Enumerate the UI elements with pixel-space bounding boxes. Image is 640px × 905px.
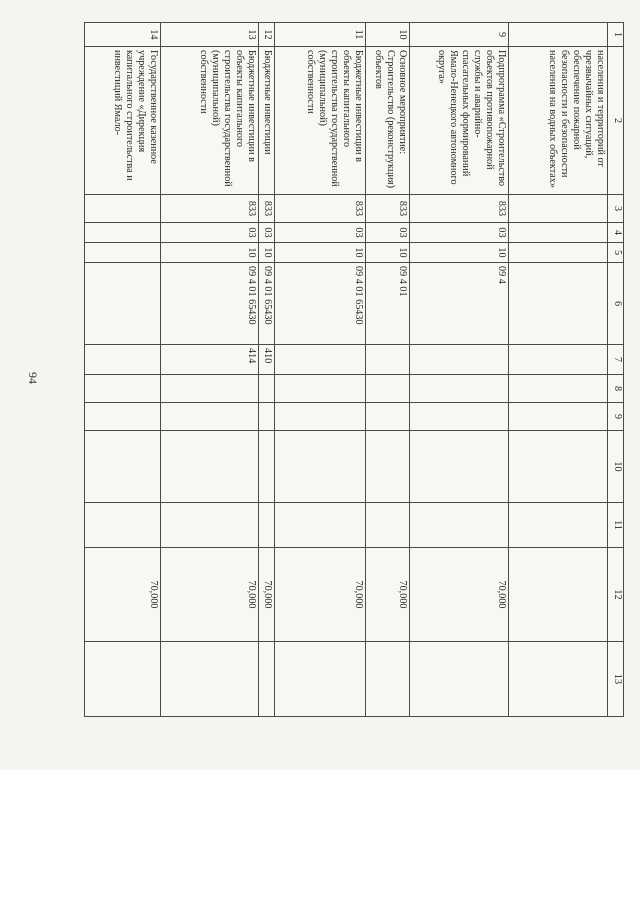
cell-section: 03 [410,223,509,243]
cell-num: 12 [259,23,275,47]
col-header-12: 12 [608,548,624,642]
cell-name: населения и территорий от чрезвычайных ситуаций, обеспечение пожарной безопасности и безопасности населения на водных объектах» [509,47,608,195]
cell-col-13 [509,642,608,717]
cell-expense-type: 410 [259,345,275,375]
cell-col-10 [85,431,161,503]
cell-col-11 [85,503,161,548]
cell-num: 9 [410,23,509,47]
cell-num: 14 [85,23,161,47]
cell-expense-type [85,345,161,375]
cell-ministry: 833 [259,195,275,223]
cell-amount: 70,000 [366,548,410,642]
col-header-3: 3 [608,195,624,223]
cell-amount: 70,000 [160,548,259,642]
cell-col-13 [410,642,509,717]
cell-col-8 [275,375,366,403]
cell-ministry: 833 [160,195,259,223]
cell-name: Бюджетные инвестиции в объекты капитального строительства государственной (муниципальной) собственности [275,47,366,195]
cell-amount: 70,000 [259,548,275,642]
table-row [160,23,259,717]
cell-col-13 [275,642,366,717]
cell-target-article [85,263,161,345]
table-row [275,23,366,717]
cell-name: Подпрограмма «Строительство объектов противопожарной службы и аварийно-спасательных формирований Ямало-Ненецкого автономного округа» [410,47,509,195]
cell-col-9 [366,403,410,431]
cell-col-10 [275,431,366,503]
cell-amount [509,548,608,642]
cell-expense-type: 414 [160,345,259,375]
page-number: 94 [26,372,40,384]
cell-col-8 [366,375,410,403]
cell-amount: 70,000 [275,548,366,642]
col-header-8: 8 [608,375,624,403]
cell-col-10 [366,431,410,503]
cell-target-article: 09 4 01 65430 [259,263,275,345]
table-row [259,23,275,717]
cell-col-9 [259,403,275,431]
cell-section [509,223,608,243]
cell-expense-type [275,345,366,375]
cell-col-13 [160,642,259,717]
budget-table [84,22,624,717]
cell-expense-type [410,345,509,375]
cell-col-11 [160,503,259,548]
cell-num: 13 [160,23,259,47]
cell-name: Бюджетные инвестиции в объекты капитального строительства государственной (муниципальной) собственности [160,47,259,195]
table-row [85,23,161,717]
cell-ministry: 833 [410,195,509,223]
cell-col-11 [410,503,509,548]
cell-col-9 [160,403,259,431]
col-header-6: 6 [608,263,624,345]
cell-subsection: 10 [259,243,275,263]
cell-subsection [85,243,161,263]
cell-col-11 [275,503,366,548]
cell-col-8 [259,375,275,403]
col-header-9: 9 [608,403,624,431]
cell-col-8 [410,375,509,403]
cell-amount: 70,000 [410,548,509,642]
cell-col-10 [509,431,608,503]
cell-ministry [509,195,608,223]
cell-col-9 [509,403,608,431]
cell-col-11 [366,503,410,548]
col-header-4: 4 [608,223,624,243]
cell-target-article: 09 4 [410,263,509,345]
col-header-1: 1 [608,23,624,47]
cell-col-8 [85,375,161,403]
cell-target-article: 09 4 01 [366,263,410,345]
cell-subsection: 10 [366,243,410,263]
cell-col-11 [259,503,275,548]
cell-col-13 [259,642,275,717]
cell-name: Основное мероприятие: Строительство (реконструкция) объектов [366,47,410,195]
cell-col-9 [275,403,366,431]
cell-subsection: 10 [275,243,366,263]
cell-col-10 [160,431,259,503]
col-header-2: 2 [608,47,624,195]
col-header-10: 10 [608,431,624,503]
col-header-11: 11 [608,503,624,548]
cell-expense-type [366,345,410,375]
cell-col-9 [85,403,161,431]
rotated-table-wrapper [84,22,624,716]
cell-expense-type [509,345,608,375]
cell-num [509,23,608,47]
cell-col-9 [410,403,509,431]
cell-subsection [509,243,608,263]
table-row [410,23,509,717]
table-row [366,23,410,717]
col-header-5: 5 [608,243,624,263]
col-header-7: 7 [608,345,624,375]
cell-section: 03 [160,223,259,243]
page-bottom-margin [0,770,640,905]
cell-subsection: 10 [160,243,259,263]
cell-col-8 [509,375,608,403]
cell-subsection: 10 [410,243,509,263]
cell-col-10 [259,431,275,503]
cell-num: 10 [366,23,410,47]
cell-col-13 [85,642,161,717]
table-row [509,23,608,717]
header-row [608,23,624,717]
cell-target-article: 09 4 01 65430 [275,263,366,345]
cell-target-article [509,263,608,345]
col-header-13: 13 [608,642,624,717]
cell-col-10 [410,431,509,503]
cell-num: 11 [275,23,366,47]
cell-col-13 [366,642,410,717]
cell-col-8 [160,375,259,403]
cell-section: 03 [275,223,366,243]
cell-col-11 [509,503,608,548]
cell-name: Государственное казенное учреждение «Дирекция капитального строительства и инвестиций Ямало- [85,47,161,195]
cell-section [85,223,161,243]
cell-name: Бюджетные инвестиции [259,47,275,195]
cell-ministry: 833 [275,195,366,223]
cell-ministry [85,195,161,223]
cell-section: 03 [259,223,275,243]
cell-target-article: 09 4 01 65430 [160,263,259,345]
cell-ministry: 833 [366,195,410,223]
cell-section: 03 [366,223,410,243]
cell-amount: 70,000 [85,548,161,642]
